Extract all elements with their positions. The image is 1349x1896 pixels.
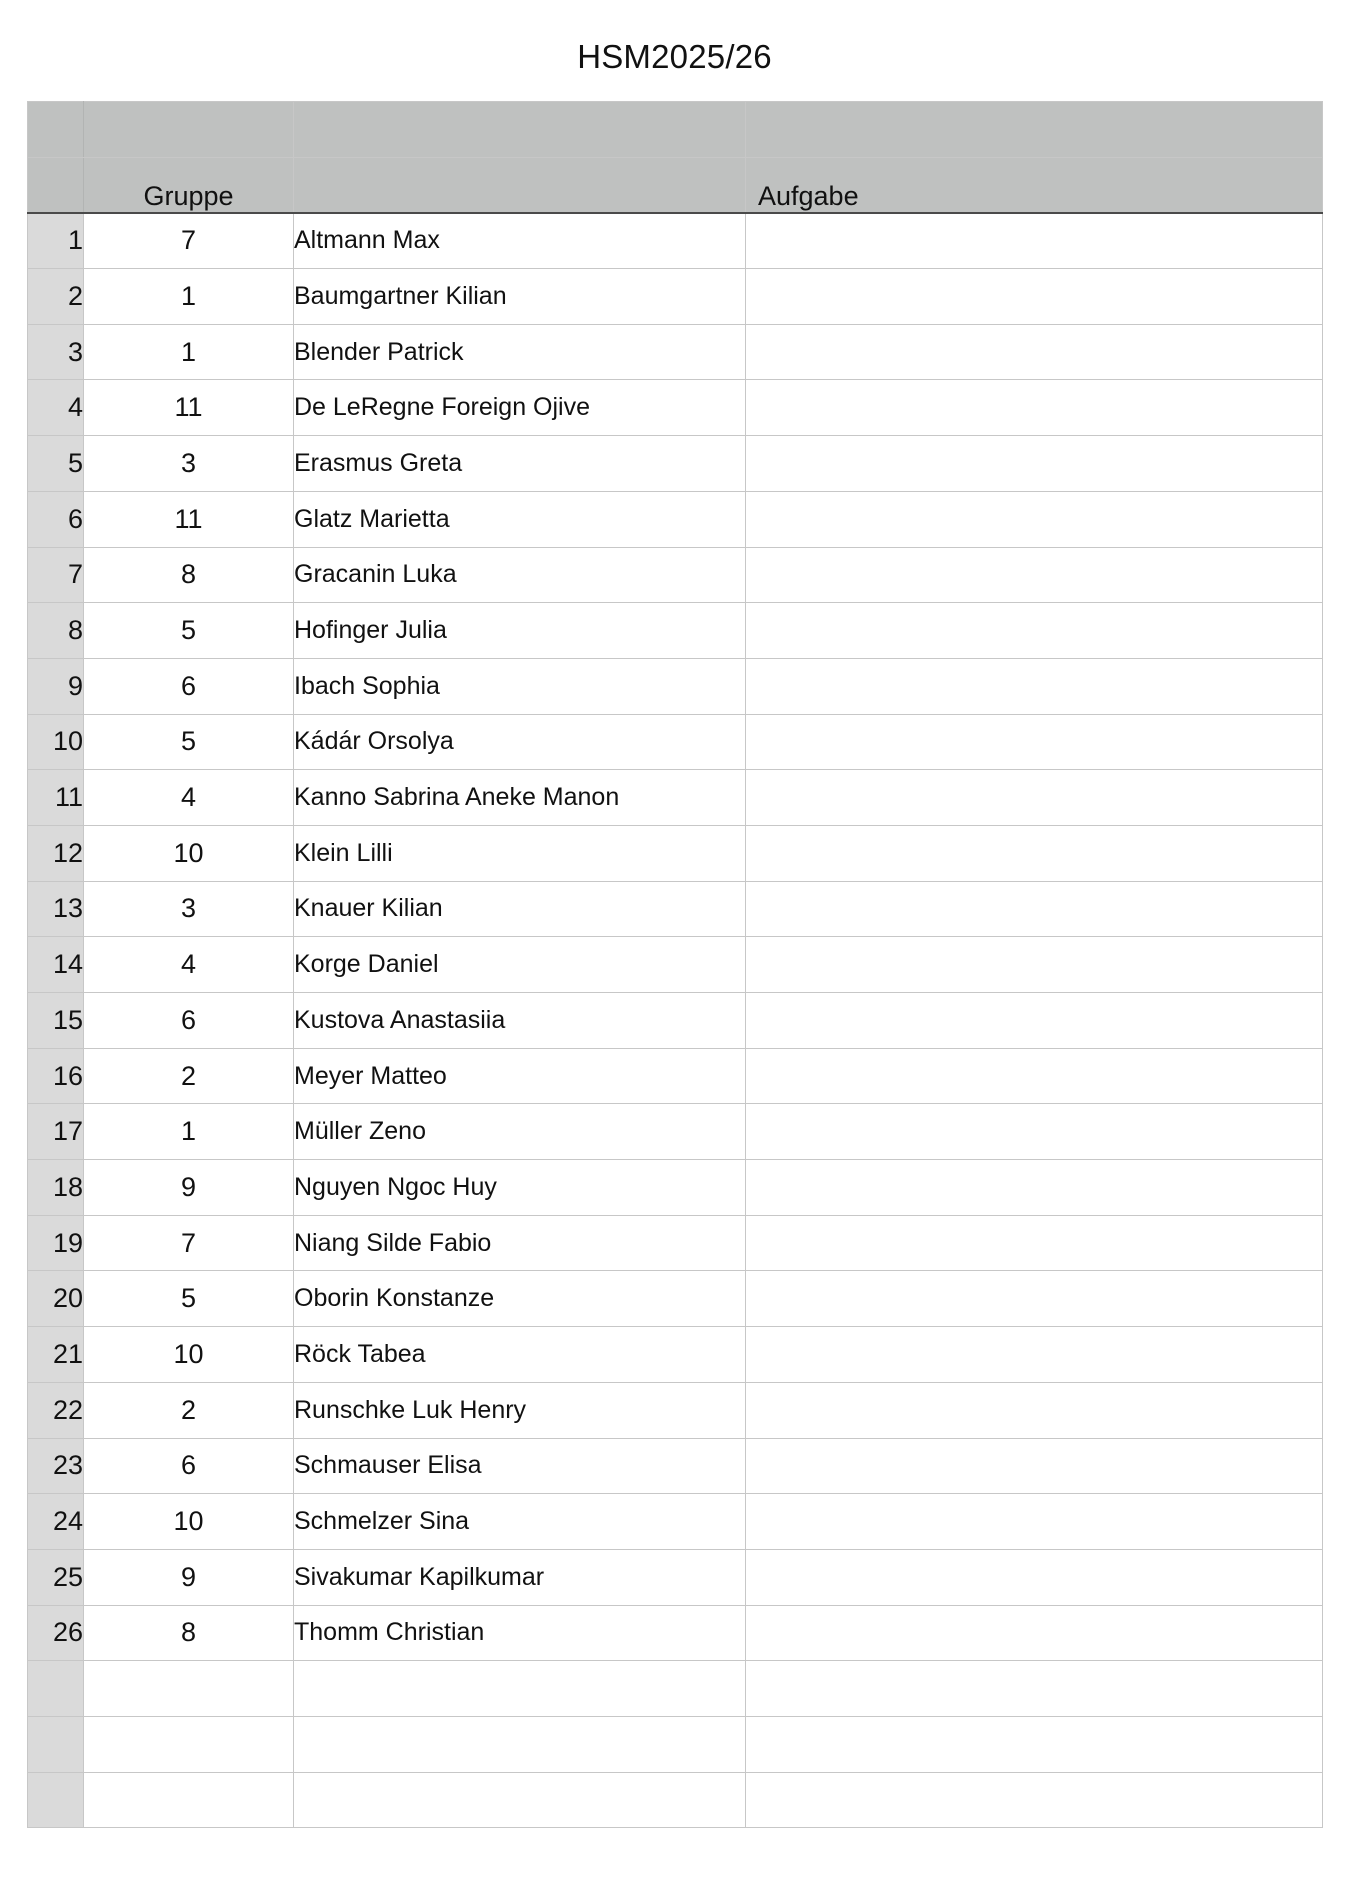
group-cell: 1 xyxy=(84,1104,294,1160)
column-header-name xyxy=(294,157,746,213)
task-cell xyxy=(746,881,1323,937)
table-row xyxy=(28,1661,1323,1717)
name-cell: Thomm Christian xyxy=(294,1605,746,1661)
name-cell: Sivakumar Kapilkumar xyxy=(294,1549,746,1605)
row-number-cell: 22 xyxy=(28,1382,84,1438)
group-cell xyxy=(84,1772,294,1828)
task-cell xyxy=(746,213,1323,269)
group-cell xyxy=(84,1661,294,1717)
column-header-group: Gruppe xyxy=(84,157,294,213)
table-row xyxy=(28,1772,1323,1828)
row-number-cell: 20 xyxy=(28,1271,84,1327)
task-cell xyxy=(746,380,1323,436)
group-cell: 4 xyxy=(84,770,294,826)
task-cell xyxy=(746,825,1323,881)
task-cell xyxy=(746,436,1323,492)
table-row xyxy=(28,1494,1323,1550)
name-cell: Korge Daniel xyxy=(294,937,746,993)
name-cell: Baumgartner Kilian xyxy=(294,269,746,325)
group-cell: 9 xyxy=(84,1160,294,1216)
task-cell xyxy=(746,324,1323,380)
table-row xyxy=(28,1327,1323,1383)
table-row xyxy=(28,380,1323,436)
task-cell xyxy=(746,1160,1323,1216)
name-cell: Kanno Sabrina Aneke Manon xyxy=(294,770,746,826)
group-cell: 9 xyxy=(84,1549,294,1605)
group-cell: 1 xyxy=(84,324,294,380)
group-cell: 5 xyxy=(84,603,294,659)
group-cell: 5 xyxy=(84,714,294,770)
row-number-cell: 13 xyxy=(28,881,84,937)
group-cell: 10 xyxy=(84,1494,294,1550)
student-table xyxy=(27,101,1323,1828)
table-row xyxy=(28,993,1323,1049)
row-number-cell: 2 xyxy=(28,269,84,325)
group-cell: 7 xyxy=(84,1215,294,1271)
task-cell xyxy=(746,1104,1323,1160)
name-cell: Knauer Kilian xyxy=(294,881,746,937)
name-cell xyxy=(294,1716,746,1772)
row-number-cell: 5 xyxy=(28,436,84,492)
column-header-task: Aufgabe xyxy=(746,157,1323,213)
name-cell: Hofinger Julia xyxy=(294,603,746,659)
table-row xyxy=(28,1215,1323,1271)
table-row xyxy=(28,937,1323,993)
group-cell: 8 xyxy=(84,547,294,603)
group-cell: 5 xyxy=(84,1271,294,1327)
task-cell xyxy=(746,937,1323,993)
group-cell: 11 xyxy=(84,491,294,547)
name-cell: Oborin Konstanze xyxy=(294,1271,746,1327)
header-row xyxy=(28,157,1323,213)
task-cell xyxy=(746,603,1323,659)
row-number-cell: 14 xyxy=(28,937,84,993)
group-cell xyxy=(84,1716,294,1772)
task-cell xyxy=(746,714,1323,770)
row-number-cell: 23 xyxy=(28,1438,84,1494)
table-row xyxy=(28,1160,1323,1216)
row-number-cell: 10 xyxy=(28,714,84,770)
table-row xyxy=(28,770,1323,826)
group-cell: 4 xyxy=(84,937,294,993)
name-cell: Glatz Marietta xyxy=(294,491,746,547)
task-cell xyxy=(746,1605,1323,1661)
row-number-cell: 4 xyxy=(28,380,84,436)
task-cell xyxy=(746,1716,1323,1772)
table-row xyxy=(28,1271,1323,1327)
group-cell: 6 xyxy=(84,658,294,714)
task-cell xyxy=(746,1271,1323,1327)
row-number-cell: 1 xyxy=(28,213,84,269)
row-number-cell: 21 xyxy=(28,1327,84,1383)
table-row xyxy=(28,324,1323,380)
header-blank-cell xyxy=(294,102,746,158)
group-cell: 3 xyxy=(84,436,294,492)
row-number-cell: 11 xyxy=(28,770,84,826)
row-number-cell: 12 xyxy=(28,825,84,881)
group-cell: 10 xyxy=(84,1327,294,1383)
row-number-cell: 7 xyxy=(28,547,84,603)
name-cell: Schmelzer Sina xyxy=(294,1494,746,1550)
row-number-cell: 9 xyxy=(28,658,84,714)
name-cell xyxy=(294,1772,746,1828)
row-number-cell: 26 xyxy=(28,1605,84,1661)
table-row xyxy=(28,1716,1323,1772)
row-number-cell: 6 xyxy=(28,491,84,547)
row-number-cell: 17 xyxy=(28,1104,84,1160)
row-number-cell xyxy=(28,1661,84,1717)
header-corner-cell xyxy=(28,102,84,158)
table-row xyxy=(28,1549,1323,1605)
row-number-cell xyxy=(28,1716,84,1772)
name-cell: Nguyen Ngoc Huy xyxy=(294,1160,746,1216)
name-cell: Müller Zeno xyxy=(294,1104,746,1160)
group-cell: 11 xyxy=(84,380,294,436)
table-row xyxy=(28,1382,1323,1438)
row-number-cell: 24 xyxy=(28,1494,84,1550)
name-cell: Ibach Sophia xyxy=(294,658,746,714)
group-cell: 8 xyxy=(84,1605,294,1661)
group-cell: 6 xyxy=(84,993,294,1049)
table-row xyxy=(28,491,1323,547)
name-cell: Kádár Orsolya xyxy=(294,714,746,770)
row-number-cell: 15 xyxy=(28,993,84,1049)
group-cell: 7 xyxy=(84,213,294,269)
page-title: HSM2025/26 xyxy=(577,38,772,75)
name-cell: Niang Silde Fabio xyxy=(294,1215,746,1271)
group-cell: 1 xyxy=(84,269,294,325)
header-blank-cell xyxy=(84,102,294,158)
task-cell xyxy=(746,1382,1323,1438)
table-row xyxy=(28,881,1323,937)
name-cell: Röck Tabea xyxy=(294,1327,746,1383)
name-cell: Meyer Matteo xyxy=(294,1048,746,1104)
task-cell xyxy=(746,1048,1323,1104)
table-row xyxy=(28,1048,1323,1104)
row-number-cell: 25 xyxy=(28,1549,84,1605)
task-cell xyxy=(746,269,1323,325)
name-cell: De LeRegne Foreign Ojive xyxy=(294,380,746,436)
name-cell: Gracanin Luka xyxy=(294,547,746,603)
task-cell xyxy=(746,491,1323,547)
task-cell xyxy=(746,658,1323,714)
name-cell xyxy=(294,1661,746,1717)
table-row xyxy=(28,658,1323,714)
task-cell xyxy=(746,1772,1323,1828)
name-cell: Erasmus Greta xyxy=(294,436,746,492)
table-row xyxy=(28,1438,1323,1494)
table-body xyxy=(28,213,1323,1828)
group-cell: 3 xyxy=(84,881,294,937)
task-cell xyxy=(746,1215,1323,1271)
task-cell xyxy=(746,1494,1323,1550)
table-row xyxy=(28,825,1323,881)
name-cell: Schmauser Elisa xyxy=(294,1438,746,1494)
table-row xyxy=(28,1605,1323,1661)
group-cell: 6 xyxy=(84,1438,294,1494)
group-cell: 10 xyxy=(84,825,294,881)
row-number-cell xyxy=(28,1772,84,1828)
table-row xyxy=(28,269,1323,325)
task-cell xyxy=(746,1438,1323,1494)
table-row xyxy=(28,436,1323,492)
row-number-cell: 19 xyxy=(28,1215,84,1271)
table-row xyxy=(28,213,1323,269)
task-cell xyxy=(746,770,1323,826)
name-cell: Blender Patrick xyxy=(294,324,746,380)
table-row xyxy=(28,1104,1323,1160)
row-number-cell: 16 xyxy=(28,1048,84,1104)
task-cell xyxy=(746,1661,1323,1717)
header-blank-cell xyxy=(746,102,1323,158)
name-cell: Klein Lilli xyxy=(294,825,746,881)
table-row xyxy=(28,547,1323,603)
row-number-cell: 18 xyxy=(28,1160,84,1216)
task-cell xyxy=(746,547,1323,603)
task-cell xyxy=(746,1327,1323,1383)
row-number-cell: 8 xyxy=(28,603,84,659)
table-row xyxy=(28,714,1323,770)
name-cell: Altmann Max xyxy=(294,213,746,269)
task-cell xyxy=(746,993,1323,1049)
name-cell: Kustova Anastasiia xyxy=(294,993,746,1049)
table-row xyxy=(28,603,1323,659)
header-corner-cell xyxy=(28,157,84,213)
task-cell xyxy=(746,1549,1323,1605)
name-cell: Runschke Luk Henry xyxy=(294,1382,746,1438)
row-number-cell: 3 xyxy=(28,324,84,380)
header-row-blank xyxy=(28,102,1323,158)
group-cell: 2 xyxy=(84,1048,294,1104)
group-cell: 2 xyxy=(84,1382,294,1438)
